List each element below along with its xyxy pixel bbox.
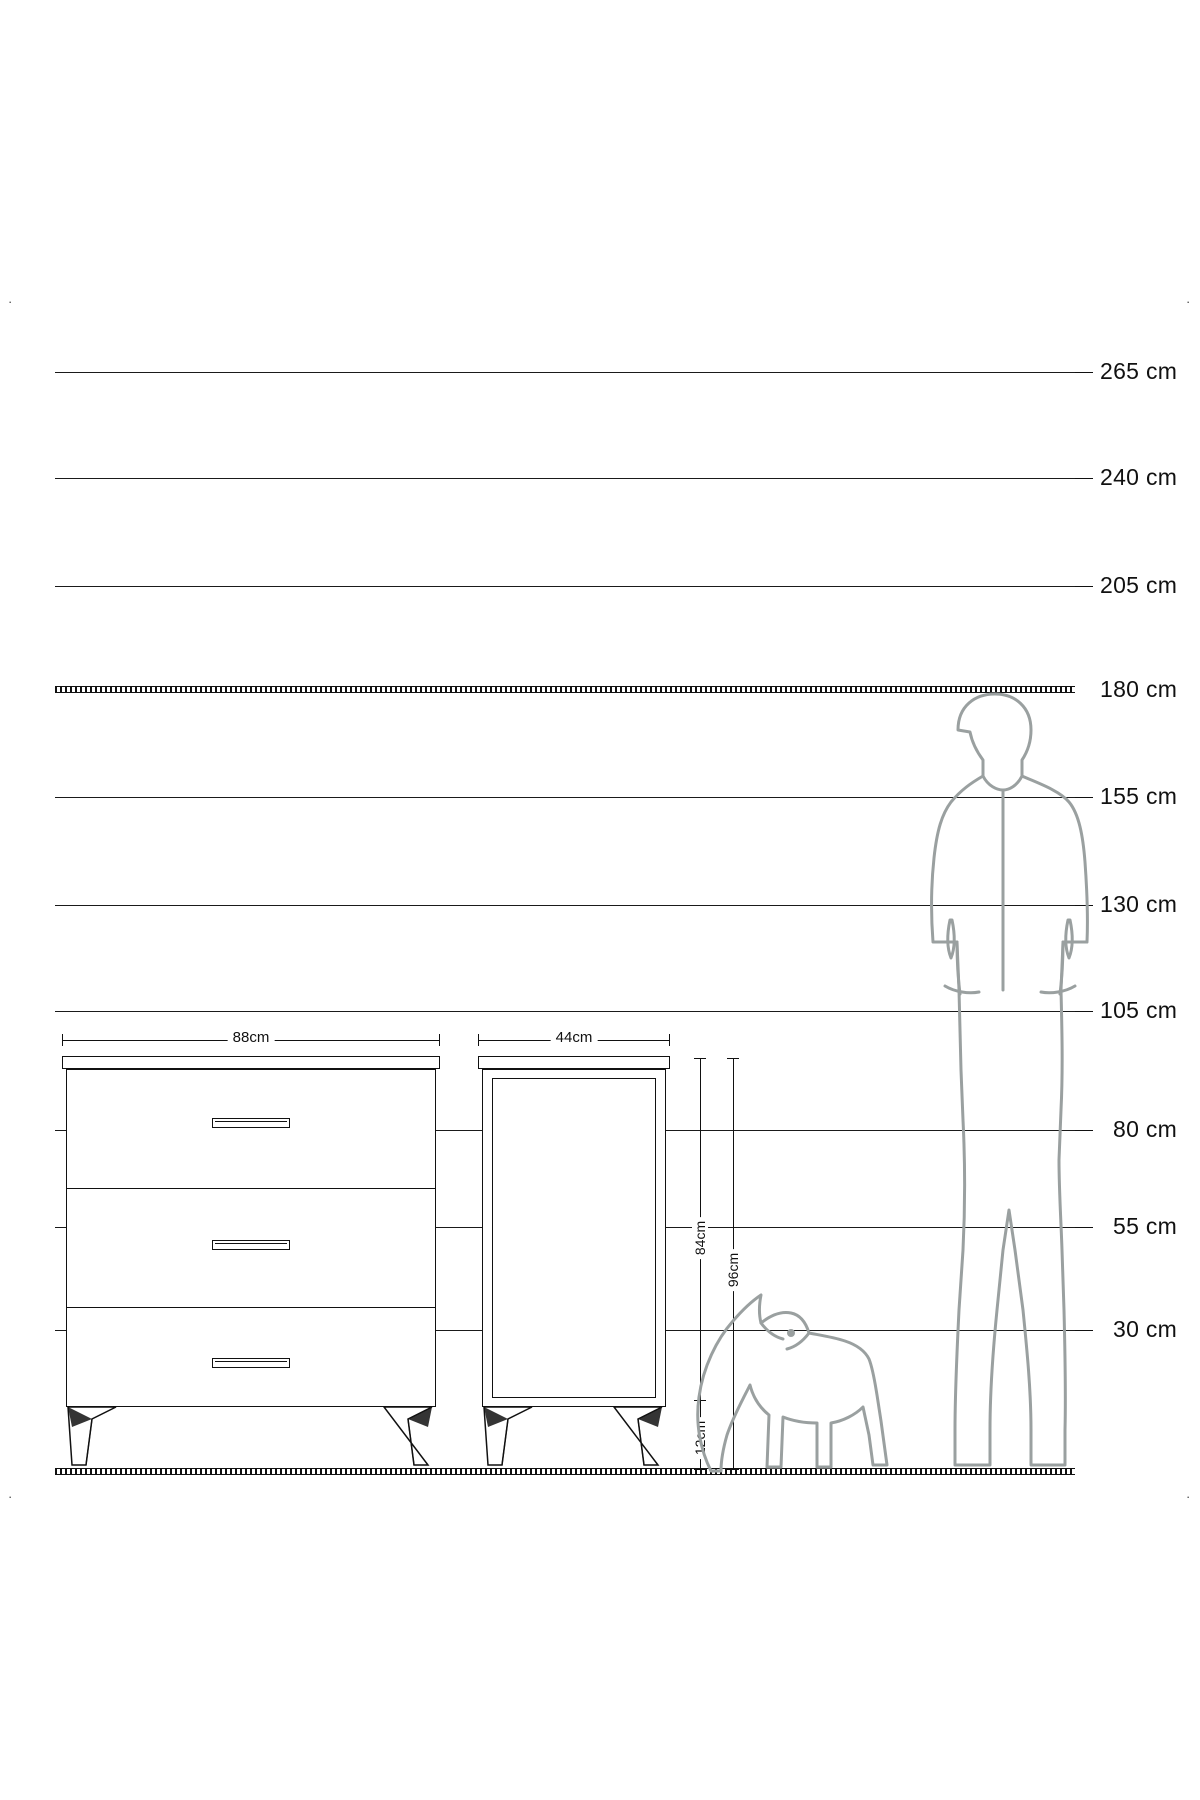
scale-tick-205 bbox=[1075, 586, 1093, 587]
chest-handle-1[interactable] bbox=[212, 1118, 290, 1128]
crop-mark-top-right: · bbox=[1186, 294, 1191, 309]
dimension-label-96: 96cm bbox=[725, 1249, 741, 1291]
chest-drawer-divider-2 bbox=[66, 1307, 436, 1308]
scale-label-180: 180 cm bbox=[1100, 676, 1178, 702]
scale-label-155: 155 cm bbox=[1100, 783, 1178, 809]
chest-handle-2[interactable] bbox=[212, 1240, 290, 1250]
tall-cabinet-top-slab bbox=[478, 1056, 670, 1069]
handle-detail bbox=[215, 1243, 287, 1247]
dim-cap-right bbox=[439, 1034, 440, 1046]
dim-cap-left bbox=[62, 1034, 63, 1046]
dim-cap-right bbox=[669, 1034, 670, 1046]
dimension-width-88 bbox=[62, 1029, 440, 1046]
scale-label-205: 205 cm bbox=[1100, 572, 1178, 598]
scale-line-265 bbox=[55, 372, 1075, 373]
tall-cabinet-door-panel[interactable] bbox=[492, 1078, 656, 1398]
scale-label-30: 30 cm bbox=[1113, 1316, 1178, 1342]
crop-mark-top-left: · bbox=[8, 294, 13, 309]
dimension-label-44: 44cm bbox=[551, 1029, 598, 1046]
chest-leg-left bbox=[62, 1407, 122, 1469]
dim-cap-left bbox=[478, 1034, 479, 1046]
scale-tick-265 bbox=[1075, 372, 1093, 373]
scale-label-80: 80 cm bbox=[1113, 1116, 1178, 1142]
tall-cabinet-leg-left bbox=[478, 1407, 538, 1469]
dim-cap-top bbox=[727, 1058, 739, 1059]
chest-handle-3[interactable] bbox=[212, 1358, 290, 1368]
chest-top-slab bbox=[62, 1056, 440, 1069]
chest-leg-right bbox=[378, 1407, 438, 1469]
cat-silhouette bbox=[693, 1275, 898, 1473]
scale-label-240: 240 cm bbox=[1100, 464, 1178, 490]
dimension-width-44 bbox=[478, 1029, 670, 1046]
tall-cabinet-leg-right bbox=[608, 1407, 668, 1469]
scale-label-55: 55 cm bbox=[1113, 1213, 1178, 1239]
scale-label-130: 130 cm bbox=[1100, 891, 1178, 917]
dimension-label-84: 84cm bbox=[692, 1217, 708, 1259]
scale-label-105: 105 cm bbox=[1100, 997, 1178, 1023]
scale-tick-240 bbox=[1075, 478, 1093, 479]
scale-label-265: 265 cm bbox=[1100, 358, 1178, 384]
crop-mark-bottom-right: · bbox=[1186, 1489, 1191, 1504]
dim-cap-top bbox=[694, 1058, 706, 1059]
scale-line-240 bbox=[55, 478, 1075, 479]
chest-drawer-divider-1 bbox=[66, 1188, 436, 1189]
scale-line-205 bbox=[55, 586, 1075, 587]
dimension-label-12: 12cm bbox=[692, 1417, 708, 1459]
handle-detail bbox=[215, 1121, 287, 1125]
crop-mark-bottom-left: · bbox=[8, 1489, 13, 1504]
handle-detail bbox=[215, 1361, 287, 1365]
dimension-label-88: 88cm bbox=[228, 1029, 275, 1046]
